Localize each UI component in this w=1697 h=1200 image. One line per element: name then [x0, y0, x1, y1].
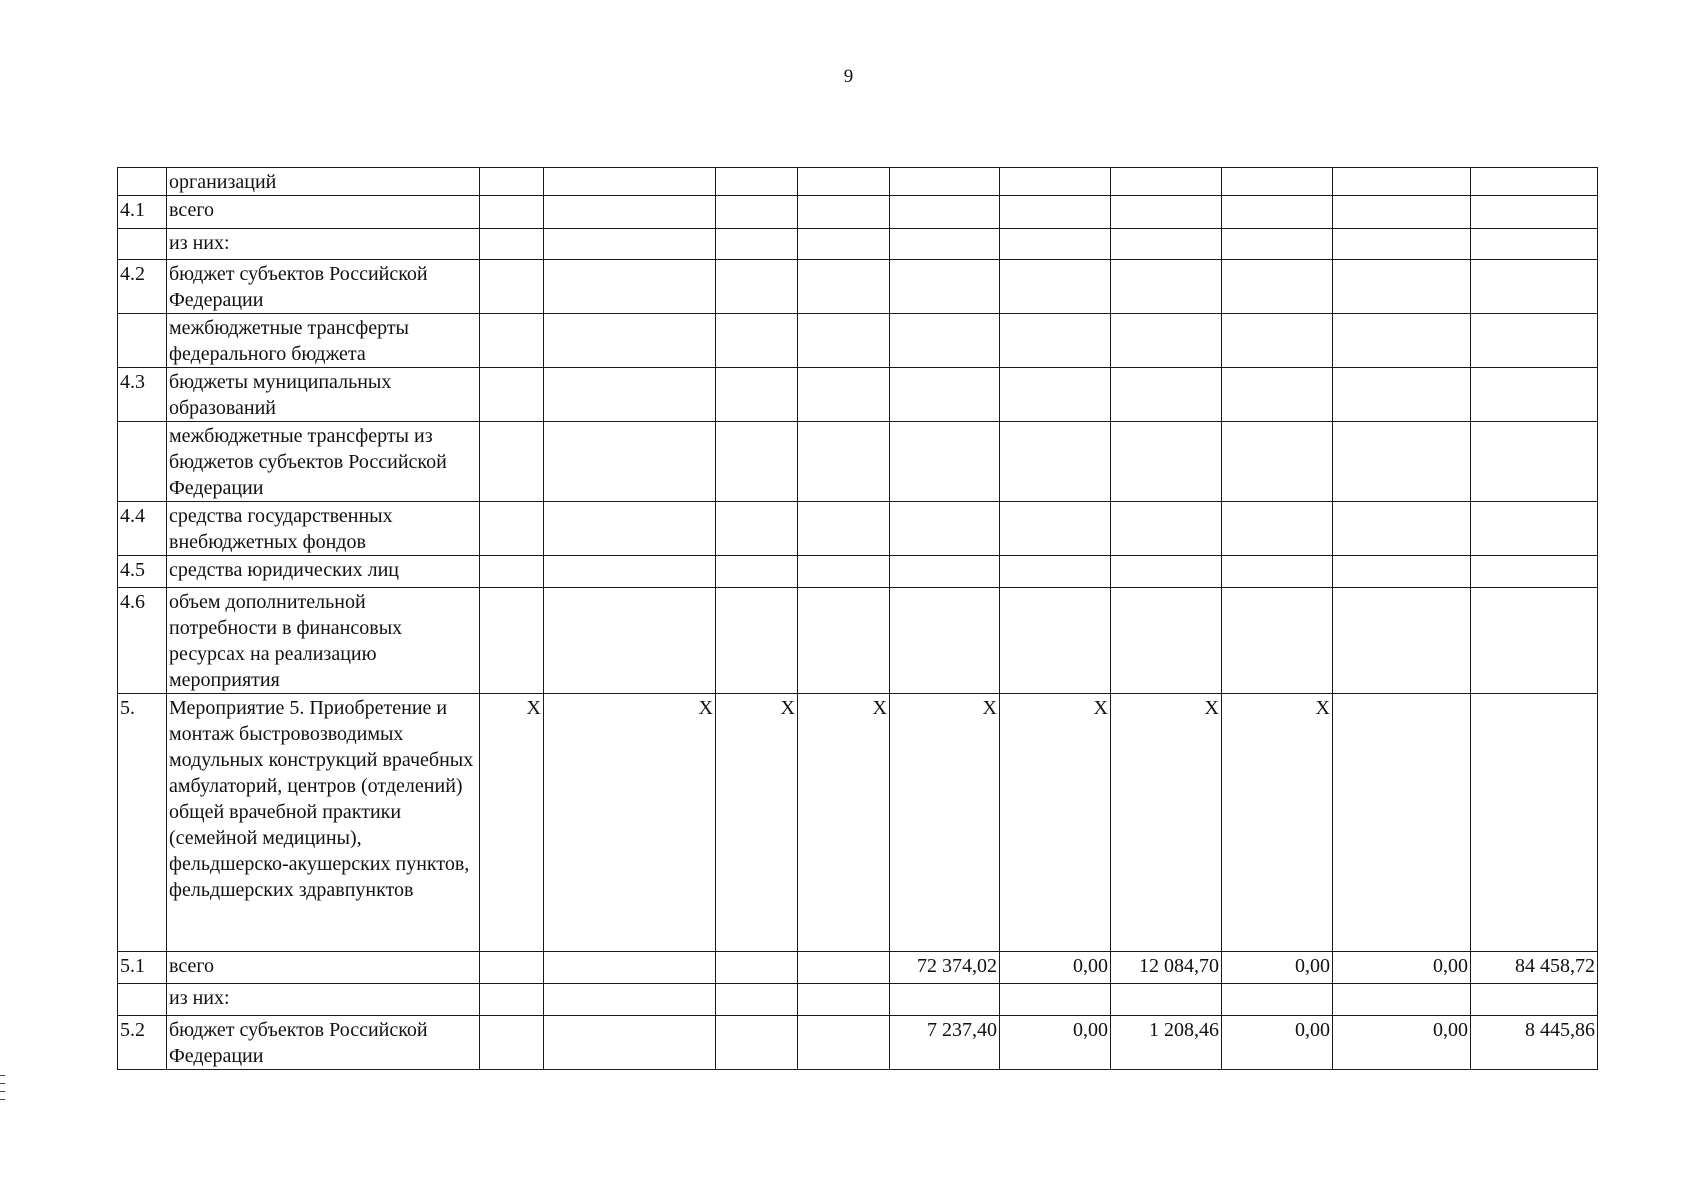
table-row [118, 694, 1598, 952]
scan-edge-mark [0, 1091, 5, 1092]
table-cell [1000, 260, 1111, 314]
table-cell [480, 229, 544, 260]
table-cell [1111, 260, 1222, 314]
row-number: 5.2 [118, 1016, 167, 1070]
row-number: 5. [118, 694, 167, 952]
table-cell: X [716, 694, 798, 952]
table-row [118, 368, 1598, 422]
table-row [118, 502, 1598, 556]
table-cell [1333, 984, 1471, 1016]
table-cell [1333, 422, 1471, 502]
row-label: межбюджетные трансферты из бюджетов субъектов Российской Федерации [167, 422, 480, 502]
row-number: 4.5 [118, 556, 167, 588]
table-cell [480, 588, 544, 694]
table-cell: 0,00 [1000, 952, 1111, 984]
table-cell [1471, 502, 1598, 556]
table-cell [798, 260, 890, 314]
table-row [118, 229, 1598, 260]
table-cell [890, 196, 1000, 229]
table-cell [544, 314, 716, 368]
table-cell: X [480, 694, 544, 952]
row-label: всего [167, 196, 480, 229]
table-cell [716, 422, 798, 502]
table-cell [544, 556, 716, 588]
table-cell [890, 168, 1000, 196]
table-cell: 0,00 [1000, 1016, 1111, 1070]
row-number: 4.1 [118, 196, 167, 229]
row-label: бюджеты муниципальных образований [167, 368, 480, 422]
table-cell [890, 502, 1000, 556]
table-cell [798, 196, 890, 229]
table-row [118, 556, 1598, 588]
table-row [118, 588, 1598, 694]
table-cell [1000, 314, 1111, 368]
table-cell: X [1000, 694, 1111, 952]
table-cell: X [890, 694, 1000, 952]
table-cell: 7 237,40 [890, 1016, 1000, 1070]
table-cell [890, 260, 1000, 314]
row-label: средства государственных внебюджетных фондов [167, 502, 480, 556]
table-cell [1000, 502, 1111, 556]
table-cell [798, 952, 890, 984]
table-cell [1471, 260, 1598, 314]
table-cell [1333, 588, 1471, 694]
table-cell [544, 952, 716, 984]
table-cell [1471, 368, 1598, 422]
table-cell [1000, 556, 1111, 588]
row-label: всего [167, 952, 480, 984]
table-cell [1000, 196, 1111, 229]
table-cell: 0,00 [1333, 1016, 1471, 1070]
table-cell [1000, 168, 1111, 196]
table-cell [1222, 196, 1333, 229]
table-cell [1471, 556, 1598, 588]
table-cell [1111, 168, 1222, 196]
table-cell [544, 502, 716, 556]
table-row [118, 260, 1598, 314]
table-cell: 0,00 [1222, 1016, 1333, 1070]
table-cell [1111, 229, 1222, 260]
table-row [118, 314, 1598, 368]
table-cell [1333, 502, 1471, 556]
table-cell [716, 502, 798, 556]
table-cell [480, 196, 544, 229]
table-cell [890, 368, 1000, 422]
row-number: 4.2 [118, 260, 167, 314]
table-row [118, 196, 1598, 229]
table-cell [1111, 422, 1222, 502]
table-cell [544, 260, 716, 314]
table-cell [480, 422, 544, 502]
table-cell: 8 445,86 [1471, 1016, 1598, 1070]
table-cell [544, 196, 716, 229]
table-cell [1222, 984, 1333, 1016]
table-cell [1000, 368, 1111, 422]
table-cell [890, 229, 1000, 260]
row-number: 4.6 [118, 588, 167, 694]
row-number: 4.3 [118, 368, 167, 422]
table-cell [544, 588, 716, 694]
table-cell [1222, 588, 1333, 694]
table-cell [480, 368, 544, 422]
scan-edge-mark [0, 1075, 5, 1076]
row-label: объем дополнительной потребности в финансовых ресурсах на реализацию мероприятия [167, 588, 480, 694]
table-cell [1000, 588, 1111, 694]
table-cell [1471, 168, 1598, 196]
budget-table [117, 167, 1598, 1070]
table-cell [1333, 229, 1471, 260]
table-cell [716, 1016, 798, 1070]
table-cell [1222, 502, 1333, 556]
table-cell [716, 984, 798, 1016]
table-cell [544, 368, 716, 422]
row-number [118, 229, 167, 260]
table-cell [480, 952, 544, 984]
table-cell [1333, 314, 1471, 368]
table-cell [1111, 984, 1222, 1016]
table-cell [1471, 422, 1598, 502]
table-cell [1222, 314, 1333, 368]
table-cell [1333, 556, 1471, 588]
table-cell [798, 422, 890, 502]
table-cell [798, 588, 890, 694]
table-cell [890, 422, 1000, 502]
table-cell [1471, 314, 1598, 368]
table-cell [1111, 196, 1222, 229]
table-cell [798, 984, 890, 1016]
table-cell [798, 368, 890, 422]
table-cell [544, 1016, 716, 1070]
row-label: Мероприятие 5. Приобретение и монтаж быстровозводимых модульных конструкций врачебных амбулаторий, центров (отделений) общей врачебной практики (семейной медицины), фельдшерско-акушерских пунктов, фельдшерских здравпунктов [167, 694, 480, 952]
table-cell [716, 229, 798, 260]
table-cell [798, 1016, 890, 1070]
table-cell [1111, 368, 1222, 422]
table-cell [1471, 984, 1598, 1016]
table-cell [1111, 502, 1222, 556]
row-number [118, 422, 167, 502]
page-number: 9 [843, 66, 854, 87]
table-cell [1222, 556, 1333, 588]
table-cell [798, 229, 890, 260]
table-cell [480, 314, 544, 368]
row-label: из них: [167, 984, 480, 1016]
row-number [118, 314, 167, 368]
table-cell [890, 984, 1000, 1016]
table-cell [1333, 168, 1471, 196]
table-cell [480, 168, 544, 196]
row-number: 5.1 [118, 952, 167, 984]
row-number [118, 984, 167, 1016]
table-cell [1333, 260, 1471, 314]
table-cell [716, 314, 798, 368]
table-cell [544, 984, 716, 1016]
scan-edge-mark [0, 1099, 5, 1100]
row-label: бюджет субъектов Российской Федерации [167, 1016, 480, 1070]
table-cell [1471, 694, 1598, 952]
table-cell [716, 952, 798, 984]
row-label: бюджет субъектов Российской Федерации [167, 260, 480, 314]
table-cell [716, 168, 798, 196]
table-row [118, 1016, 1598, 1070]
table-cell [798, 168, 890, 196]
table-cell: X [1111, 694, 1222, 952]
table-cell [798, 502, 890, 556]
table-cell [716, 368, 798, 422]
table-cell [1111, 556, 1222, 588]
table-cell: 84 458,72 [1471, 952, 1598, 984]
table-cell [716, 196, 798, 229]
scan-edge-mark [0, 1083, 5, 1084]
table-cell [544, 229, 716, 260]
table-cell [480, 556, 544, 588]
table-cell [1222, 260, 1333, 314]
table-cell [798, 314, 890, 368]
row-number: 4.4 [118, 502, 167, 556]
table-cell [480, 502, 544, 556]
table-cell: X [1222, 694, 1333, 952]
row-number [118, 168, 167, 196]
row-label: организаций [167, 168, 480, 196]
table-cell [1000, 984, 1111, 1016]
table-cell: 0,00 [1333, 952, 1471, 984]
table-cell [1333, 368, 1471, 422]
table-cell [1471, 196, 1598, 229]
table-cell [1471, 229, 1598, 260]
table-row [118, 168, 1598, 196]
table-cell: 72 374,02 [890, 952, 1000, 984]
table-cell [1222, 422, 1333, 502]
table-cell: 1 208,46 [1111, 1016, 1222, 1070]
table-cell [798, 556, 890, 588]
table-cell [1471, 588, 1598, 694]
row-label: из них: [167, 229, 480, 260]
table-cell: 12 084,70 [1111, 952, 1222, 984]
table-cell [890, 314, 1000, 368]
table-row [118, 422, 1598, 502]
table-cell [544, 422, 716, 502]
table-row [118, 952, 1598, 984]
table-cell [544, 168, 716, 196]
table-row [118, 984, 1598, 1016]
table-cell [716, 556, 798, 588]
table-cell: X [798, 694, 890, 952]
table-cell [1333, 196, 1471, 229]
table-cell: X [544, 694, 716, 952]
table-cell [1000, 422, 1111, 502]
table-cell [480, 260, 544, 314]
table-cell [1222, 368, 1333, 422]
table-cell [890, 556, 1000, 588]
table-cell [480, 984, 544, 1016]
table-cell [716, 588, 798, 694]
table-cell [1222, 229, 1333, 260]
table-cell [716, 260, 798, 314]
table-cell: 0,00 [1222, 952, 1333, 984]
table-cell [1111, 588, 1222, 694]
table-cell [890, 588, 1000, 694]
table-cell [1333, 694, 1471, 952]
row-label: средства юридических лиц [167, 556, 480, 588]
row-label: межбюджетные трансферты федерального бюджета [167, 314, 480, 368]
table-cell [1222, 168, 1333, 196]
table-cell [480, 1016, 544, 1070]
table-cell [1111, 314, 1222, 368]
table-cell [1000, 229, 1111, 260]
